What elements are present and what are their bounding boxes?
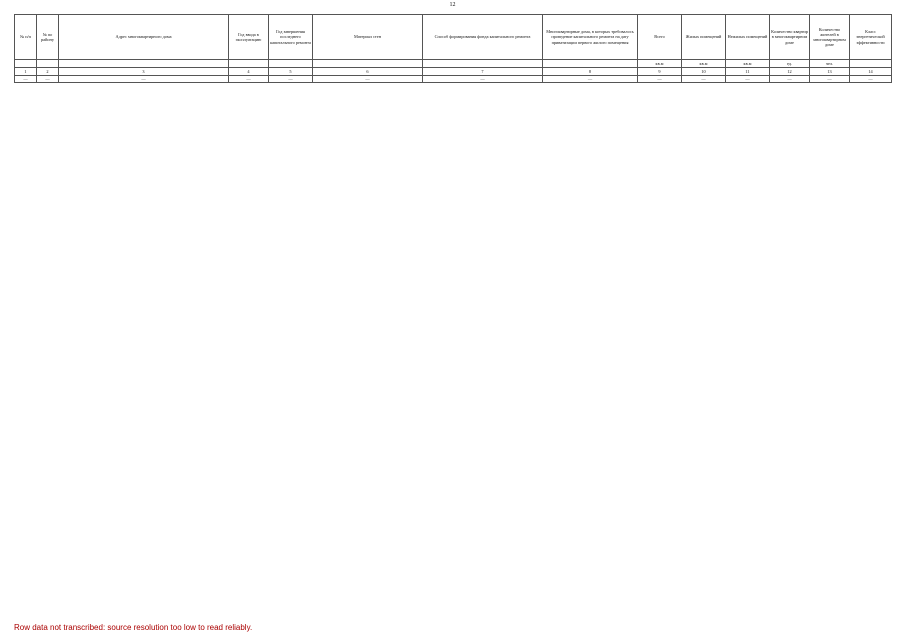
table-cell: — xyxy=(810,76,850,83)
column-number-cell: 9 xyxy=(638,68,682,76)
header-fund-method: Способ формирования фонда капитального ремонта xyxy=(423,15,543,60)
table-cell: — xyxy=(37,76,59,83)
header-year-built: Год ввода в эксплуатацию xyxy=(229,15,269,60)
header-area-nonresidential: Нежилых помещений xyxy=(726,15,770,60)
column-number-cell: 10 xyxy=(682,68,726,76)
unit-cell xyxy=(543,60,638,68)
unit-cell: кв.м xyxy=(682,60,726,68)
column-number-cell: 7 xyxy=(423,68,543,76)
table-row xyxy=(15,76,892,83)
unit-cell xyxy=(229,60,269,68)
column-number-cell: 5 xyxy=(269,68,313,76)
header-previous-repair: Многоквартирные дома, в которых требовалось проведение капитального ремонта на дату приватизации первого жилого помещения xyxy=(543,15,638,60)
header-address: Адрес многоквартирного дома xyxy=(59,15,229,60)
header-energy-class: Класс энергетической эффективности xyxy=(850,15,892,60)
header-num-region: № по району xyxy=(37,15,59,60)
table-cell: — xyxy=(770,76,810,83)
table-cell: — xyxy=(423,76,543,83)
table-cell: — xyxy=(15,76,37,83)
header-year-last-repair: Год завершения последнего капитального ремонта xyxy=(269,15,313,60)
column-number-row xyxy=(15,68,892,76)
header-row xyxy=(15,15,892,60)
housing-register-table xyxy=(14,14,892,83)
unit-cell xyxy=(423,60,543,68)
unit-cell xyxy=(15,60,37,68)
header-num: № п/п xyxy=(15,15,37,60)
unit-cell: ед. xyxy=(770,60,810,68)
header-area-residential: Жилых помещений xyxy=(682,15,726,60)
transcription-note: Row data not transcribed: source resolution too low to read reliably. xyxy=(14,623,253,632)
table-cell: — xyxy=(682,76,726,83)
header-area-total: Всего xyxy=(638,15,682,60)
column-number-cell: 8 xyxy=(543,68,638,76)
unit-cell xyxy=(269,60,313,68)
column-number-cell: 14 xyxy=(850,68,892,76)
table-cell: — xyxy=(313,76,423,83)
unit-cell: кв.м xyxy=(726,60,770,68)
column-number-cell: 1 xyxy=(15,68,37,76)
column-number-cell: 4 xyxy=(229,68,269,76)
unit-cell: чел. xyxy=(810,60,850,68)
unit-cell xyxy=(37,60,59,68)
table-cell: — xyxy=(726,76,770,83)
unit-cell xyxy=(313,60,423,68)
table-cell: — xyxy=(269,76,313,83)
header-wall-material: Материал стен xyxy=(313,15,423,60)
column-number-cell: 2 xyxy=(37,68,59,76)
table-cell: — xyxy=(543,76,638,83)
table-cell: — xyxy=(59,76,229,83)
column-number-cell: 3 xyxy=(59,68,229,76)
table-cell: — xyxy=(638,76,682,83)
unit-cell xyxy=(850,60,892,68)
column-number-cell: 11 xyxy=(726,68,770,76)
table-cell: — xyxy=(850,76,892,83)
column-number-cell: 6 xyxy=(313,68,423,76)
unit-cell xyxy=(59,60,229,68)
header-apartments: Количество квартир в многоквартирном доме xyxy=(770,15,810,60)
table-cell: — xyxy=(229,76,269,83)
page-number: 12 xyxy=(449,2,456,8)
unit-cell: кв.м xyxy=(638,60,682,68)
header-residents: Количество жителей в многоквартирном доме xyxy=(810,15,850,60)
column-number-cell: 13 xyxy=(810,68,850,76)
column-number-cell: 12 xyxy=(770,68,810,76)
units-row xyxy=(15,60,892,68)
register-body xyxy=(15,76,892,83)
